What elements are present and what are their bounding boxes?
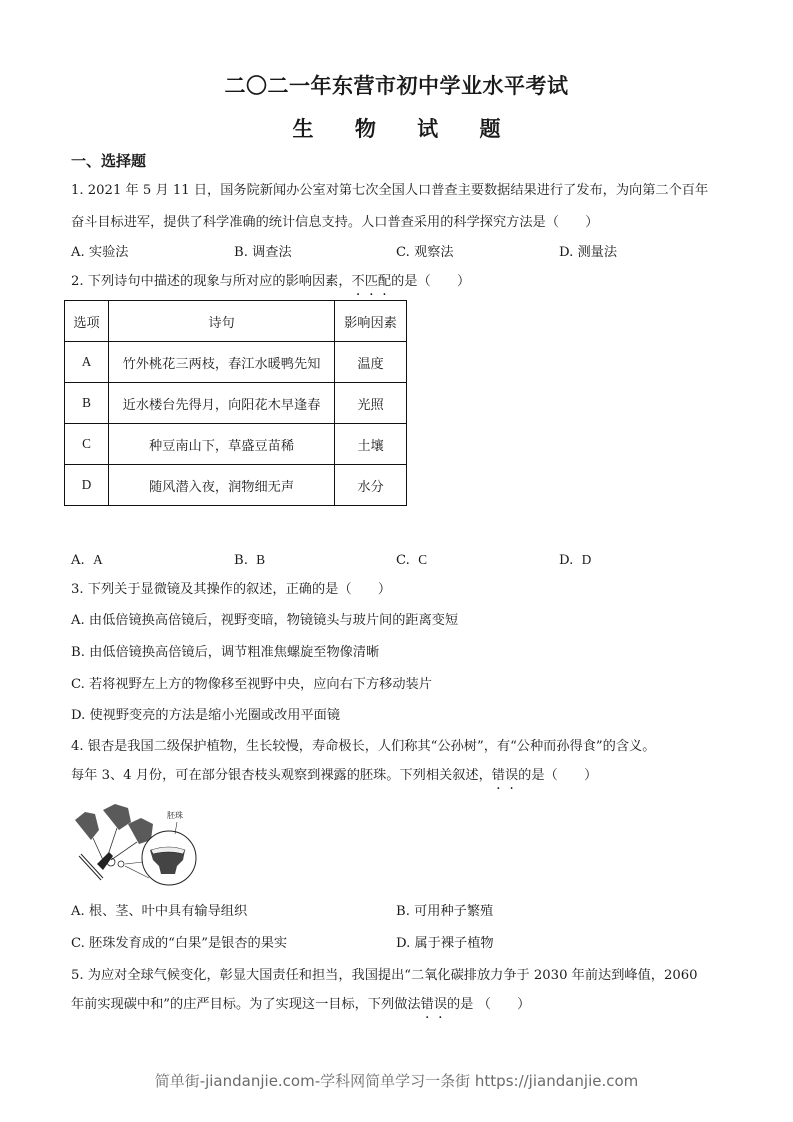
exam-title: 二〇二一年东营市初中学业水平考试 — [224, 74, 569, 98]
question-4-option-b[interactable] — [396, 903, 493, 921]
emphasis-char: 误 — [504, 768, 519, 783]
table-row — [65, 383, 407, 424]
option-text: 使视野变亮的方法是缩小光圈或改用平面镜 — [89, 708, 341, 723]
option-text: 若将视野左上方的物像移至视野中央，应向右下方移动装片 — [89, 677, 432, 692]
table-cell: 光照 — [335, 383, 407, 424]
option-text: 由低倍镜换高倍镜后，调节粗准焦螺旋至物像清晰 — [89, 645, 380, 660]
option-text: 测量法 — [577, 245, 618, 260]
option-text: B — [256, 552, 266, 567]
table-cell: 随风潜入夜，润物细无声 — [109, 465, 335, 506]
table-cell: A — [65, 342, 109, 383]
question-1-option-c[interactable] — [396, 244, 454, 262]
question-1-option-a[interactable] — [71, 244, 128, 262]
option-label: C. — [71, 936, 85, 951]
option-text: A — [93, 552, 103, 567]
table-row — [65, 424, 407, 465]
question-2-stem: 2. 下列诗句中描述的现象与所对应的影响因素，不匹配的是（ ） — [71, 274, 471, 289]
table-cell: C — [65, 424, 109, 465]
question-5-stem-line-1: 5. 为应对全球气候变化，彰显大国责任和担当，我国提出“二氧化碳排放力争于 2030 年前达到峰值，2060 — [71, 968, 698, 983]
option-label: B. — [396, 904, 410, 919]
table-header: 诗句 — [109, 301, 335, 342]
table-cell: 温度 — [335, 342, 407, 383]
poem-factor-table — [64, 300, 407, 506]
emphasis-char: 误 — [433, 997, 447, 1012]
table-header: 影响因素 — [335, 301, 407, 342]
question-4-option-a[interactable] — [71, 903, 247, 921]
emphasis-char: 错 — [491, 768, 505, 783]
option-label: D. — [71, 708, 86, 723]
footer-watermark: 简单街-jiandanjie.com-学科网简单学习一条街 https://jiandanjie.com — [154, 1072, 639, 1090]
question-1-option-b[interactable] — [234, 244, 292, 262]
question-2-option-d[interactable] — [559, 551, 591, 570]
option-label: C. — [396, 245, 410, 260]
table-row — [65, 465, 407, 506]
question-1-stem-line-2: 奋斗目标进军，提供了科学准确的统计信息支持。人口普查采用的科学探究方法是（ ） — [71, 215, 599, 230]
table-header: 选项 — [65, 301, 109, 342]
option-label: A. — [71, 904, 85, 919]
option-label: A. — [71, 613, 85, 628]
question-4-option-d[interactable] — [396, 935, 494, 953]
ginkgo-branch-illustration — [73, 800, 198, 888]
emphasis-char: 错 — [420, 997, 434, 1012]
option-text: 胚珠发育成的“白果”是银杏的果实 — [89, 936, 288, 951]
table-cell: 近水楼台先得月，向阳花木早逢春 — [109, 383, 335, 424]
option-text: 由低倍镜换高倍镜后，视野变暗，物镜镜头与玻片间的距离变短 — [88, 613, 459, 628]
question-5-stem-line-2: 年前实现碳中和”的庄严目标。为了实现这一目标，下列做法错误的是 （ ） — [71, 997, 531, 1012]
question-1-option-d[interactable] — [559, 244, 617, 262]
question-3-option-c[interactable] — [71, 676, 432, 694]
option-text: 实验法 — [88, 245, 129, 260]
question-4-stem-line-2: 每年 3、4 月份，可在部分银杏枝头观察到裸露的胚珠。下列相关叙述，错误的是（ ） — [71, 768, 598, 783]
option-label: B. — [234, 245, 248, 260]
exam-subtitle: 生 物 试 题 — [292, 117, 518, 141]
question-4-stem-line-1: 4. 银杏是我国二级保护植物，生长较慢，寿命极长，人们称其“公孙树”，有“公种而孙得食”的含义。 — [71, 739, 656, 754]
option-text: 调查法 — [252, 245, 292, 260]
question-3-option-a[interactable] — [71, 612, 458, 630]
option-label: D. — [559, 553, 574, 568]
option-label: D. — [396, 936, 411, 951]
question-3-option-b[interactable] — [71, 644, 379, 662]
question-2-option-c[interactable] — [396, 551, 427, 570]
ovule-label: 胚珠 — [167, 811, 183, 820]
question-4-option-c[interactable] — [71, 935, 287, 953]
question-2-option-b[interactable] — [234, 551, 265, 570]
option-text: C — [418, 552, 427, 567]
table-row — [65, 342, 407, 383]
option-label: A. — [71, 553, 85, 568]
option-text: 属于裸子植物 — [414, 936, 494, 951]
question-1-stem-line-1: 1. 2021 年 5 月 11 日，国务院新闻办公室对第七次全国人口普查主要数据结果进行了发布，为向第二个百年 — [71, 183, 709, 198]
question-2-option-a[interactable] — [71, 551, 103, 570]
section-heading: 一、选择题 — [71, 152, 147, 170]
emphasis-char: 匹 — [364, 274, 378, 289]
option-text: 根、茎、叶中具有输导组织 — [88, 904, 248, 919]
table-cell: D — [65, 465, 109, 506]
table-cell: 土壤 — [335, 424, 407, 465]
question-3-option-d[interactable] — [71, 707, 340, 725]
option-label: A. — [71, 245, 85, 260]
option-text: 观察法 — [414, 245, 454, 260]
option-text: 可用种子繁殖 — [414, 904, 494, 919]
question-3-stem: 3. 下列关于显微镜及其操作的叙述，正确的是（ ） — [71, 582, 392, 597]
emphasis-char: 配 — [377, 274, 392, 289]
option-label: B. — [234, 553, 248, 568]
table-cell: 水分 — [335, 465, 407, 506]
option-label: C. — [71, 677, 85, 692]
table-cell: B — [65, 383, 109, 424]
table-header-row — [65, 301, 407, 342]
option-text: D — [581, 552, 592, 567]
option-label: C. — [396, 553, 410, 568]
option-label: D. — [559, 245, 574, 260]
option-label: B. — [71, 645, 85, 660]
emphasis-char: 不 — [351, 274, 365, 289]
table-cell: 种豆南山下，草盛豆苗稀 — [109, 424, 335, 465]
ginkgo-ovule-figure — [73, 800, 198, 888]
table-cell: 竹外桃花三两枝，春江水暖鸭先知 — [109, 342, 335, 383]
